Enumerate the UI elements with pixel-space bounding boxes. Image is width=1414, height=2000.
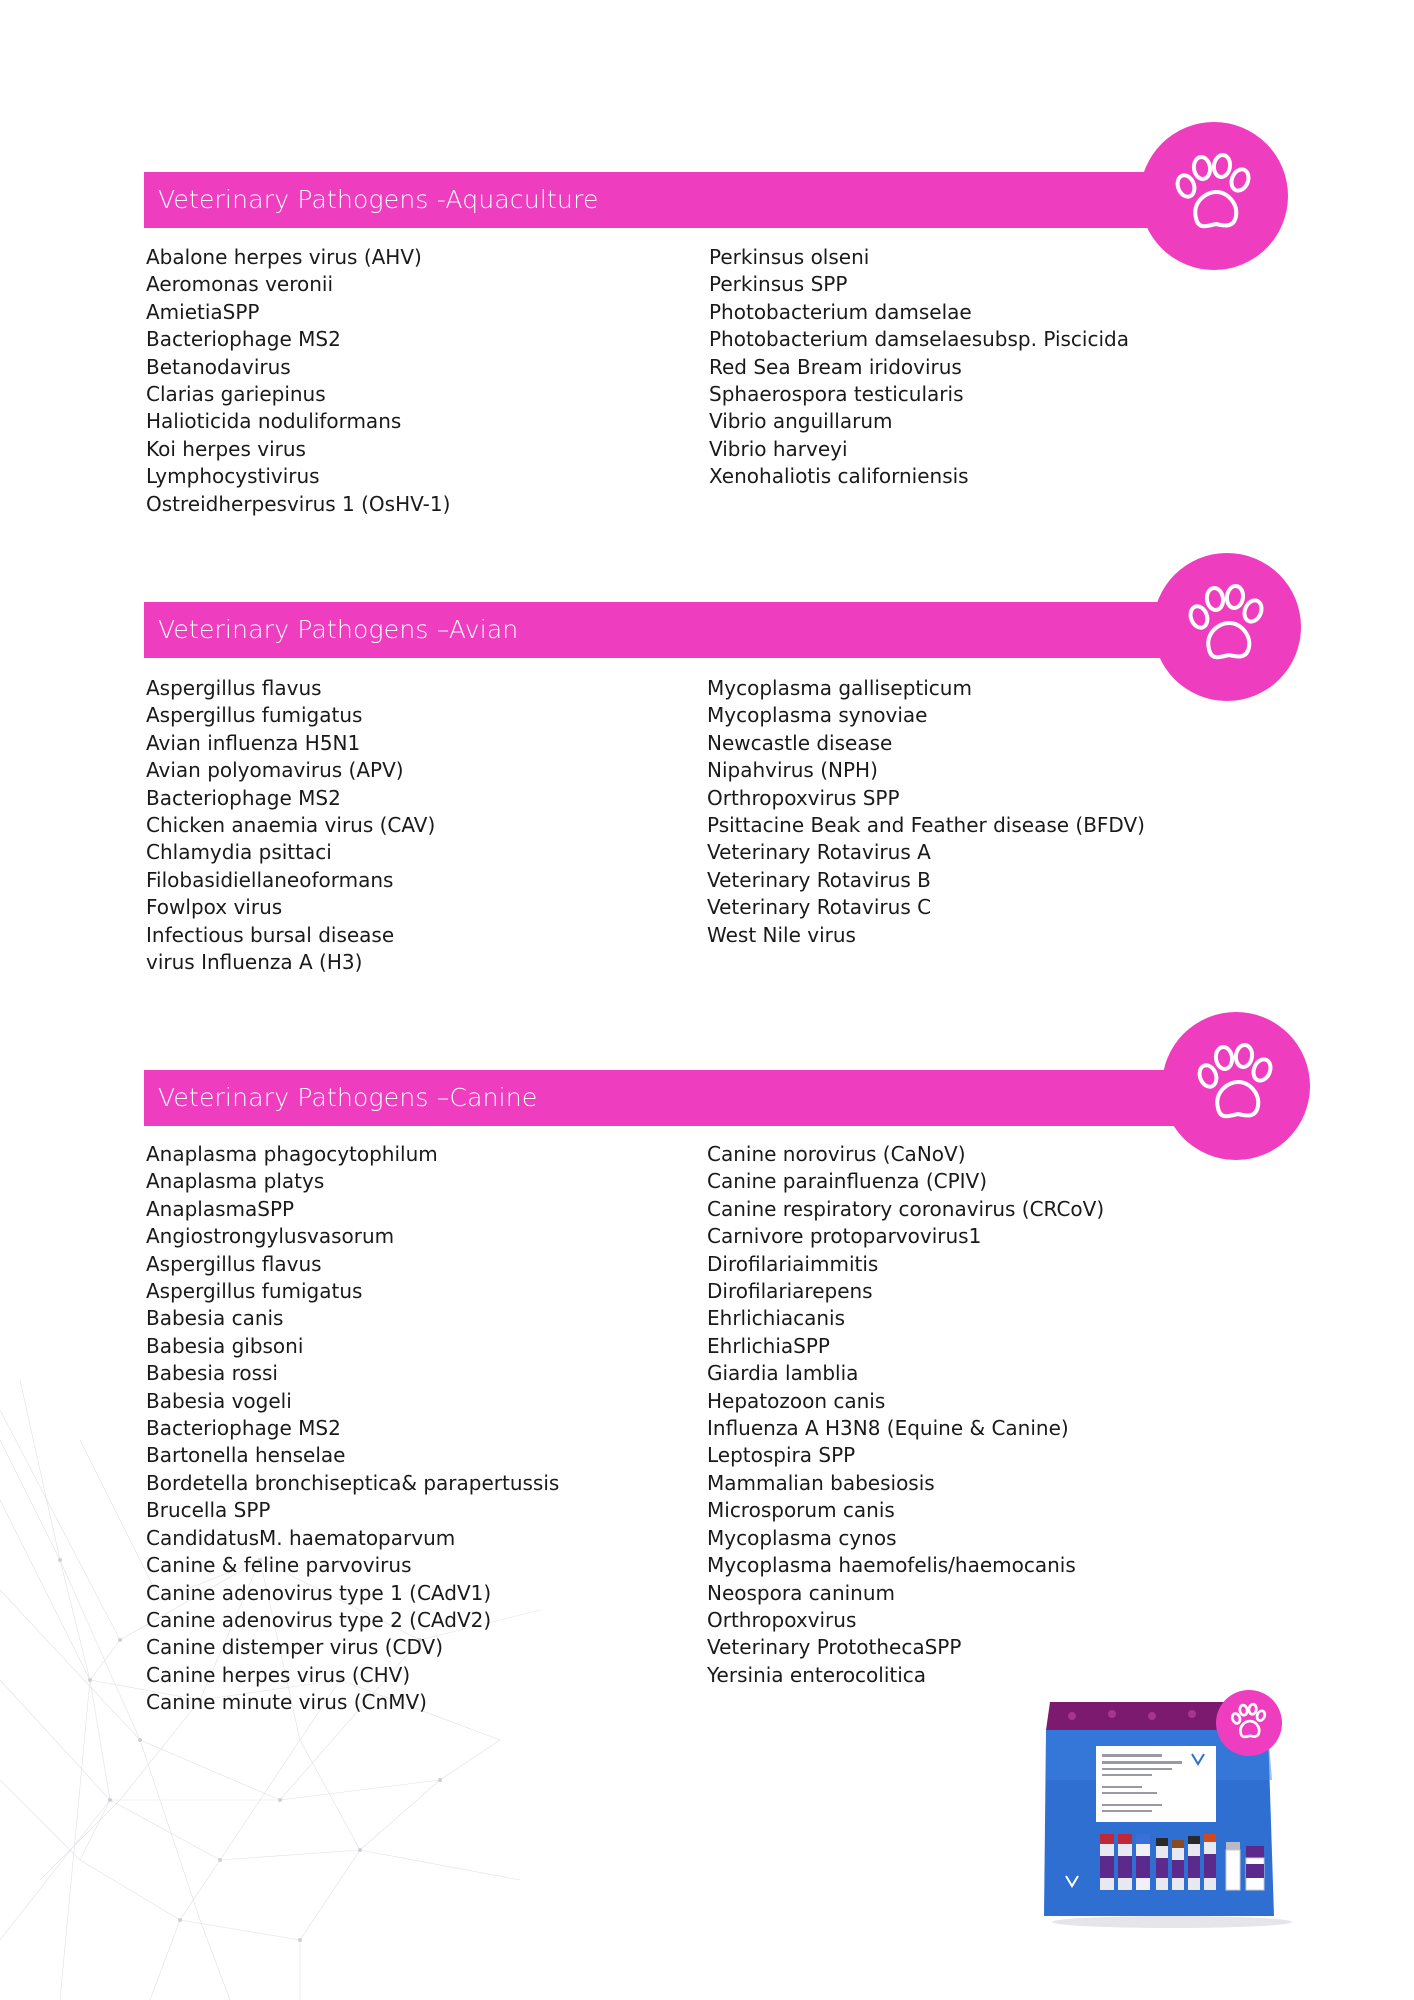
- pathogen-item: Veterinary Rotavirus C: [707, 895, 932, 920]
- pathogen-item: Chlamydia psittaci: [146, 840, 332, 865]
- pathogen-item: Babesia gibsoni: [146, 1333, 304, 1358]
- pathogen-item: Chicken anaemia virus (CAV): [146, 813, 436, 838]
- pathogen-item: West Nile virus: [707, 922, 856, 947]
- pathogen-item: Angiostrongylusvasorum: [146, 1224, 395, 1249]
- pathogen-item: Canine parainfluenza (CPIV): [707, 1169, 988, 1194]
- pathogen-item: Bacteriophage MS2: [146, 785, 341, 810]
- pathogen-item: virus Influenza A (H3): [146, 950, 363, 975]
- pathogen-item: Betanodavirus: [146, 354, 291, 379]
- pathogen-item: Bordetella bronchiseptica& parapertussis: [146, 1470, 560, 1495]
- pathogen-item: Brucella SPP: [146, 1498, 271, 1523]
- pathogen-item: Aeromonas veronii: [146, 272, 334, 297]
- pathogen-item: Mammalian babesiosis: [707, 1470, 935, 1495]
- pathogen-item: Vibrio anguillarum: [709, 409, 893, 434]
- paw-icon: [1140, 122, 1288, 270]
- pathogen-item: Canine & feline parvovirus: [146, 1553, 412, 1578]
- pathogen-item: Mycoplasma haemofelis/haemocanis: [707, 1553, 1076, 1578]
- pathogen-item: Giardia lamblia: [707, 1361, 859, 1386]
- pathogen-item: Canine norovirus (CaNoV): [707, 1142, 966, 1166]
- pathogen-item: Nipahvirus (NPH): [707, 758, 878, 783]
- pathogen-item: Fowlpox virus: [146, 895, 283, 920]
- pathogen-item: Babesia rossi: [146, 1361, 278, 1386]
- pathogen-item: Ostreidherpesvirus 1 (OsHV-1): [146, 491, 451, 516]
- pathogen-item: Perkinsus SPP: [709, 272, 848, 297]
- pathogen-item: Veterinary Rotavirus B: [707, 867, 931, 892]
- pathogen-list-right: [709, 244, 1129, 491]
- pathogen-item: Veterinary Rotavirus A: [707, 840, 931, 865]
- pathogen-item: Lymphocystivirus: [146, 464, 320, 489]
- pathogen-item: Vibrio harveyi: [709, 436, 848, 461]
- pathogen-item: Orthropoxvirus SPP: [707, 785, 900, 810]
- pathogen-item: Abalone herpes virus (AHV): [146, 245, 422, 269]
- section-title-banner: Veterinary Pathogens -Aquaculture: [144, 172, 1174, 228]
- pathogen-item: Dirofilariarepens: [707, 1279, 873, 1304]
- pathogen-list-left: [146, 244, 450, 518]
- pathogen-item: Clarias gariepinus: [146, 382, 326, 407]
- pathogen-item: Bacteriophage MS2: [146, 327, 341, 352]
- pathogen-item: AmietiaSPP: [146, 299, 260, 324]
- pathogen-item: Veterinary ProtothecaSPP: [707, 1635, 962, 1660]
- pathogen-item: Aspergillus fumigatus: [146, 1279, 363, 1304]
- pathogen-item: Koi herpes virus: [146, 436, 306, 461]
- paw-icon: [1153, 553, 1301, 701]
- section-title-banner: Veterinary Pathogens –Avian: [144, 602, 1174, 658]
- pathogen-item: Yersinia enterocolitica: [707, 1662, 927, 1687]
- pathogen-item: Photobacterium damselaesubsp. Piscicida: [709, 327, 1129, 352]
- pathogen-item: Canine distemper virus (CDV): [146, 1635, 444, 1660]
- pathogen-item: Halioticida noduliformans: [146, 409, 402, 434]
- pathogen-item: Babesia vogeli: [146, 1388, 292, 1413]
- pathogen-list-left: [146, 675, 435, 976]
- pathogen-item: Infectious bursal disease: [146, 922, 395, 947]
- pathogen-item: Mycoplasma gallisepticum: [707, 676, 972, 700]
- pathogen-item: Canine respiratory coronavirus (CRCoV): [707, 1196, 1105, 1221]
- pathogen-item: Microsporum canis: [707, 1498, 895, 1523]
- pathogen-item: Neospora caninum: [707, 1580, 896, 1605]
- pathogen-item: Ehrlichiacanis: [707, 1306, 846, 1331]
- pathogen-item: Orthropoxvirus: [707, 1607, 857, 1632]
- pathogen-item: Influenza A H3N8 (Equine & Canine): [707, 1416, 1069, 1441]
- pathogen-item: EhrlichiaSPP: [707, 1333, 830, 1358]
- pathogen-item: Psittacine Beak and Feather disease (BFDV): [707, 813, 1145, 838]
- pathogen-item: Photobacterium damselae: [709, 299, 972, 324]
- pathogen-list-right: [707, 675, 1145, 949]
- pathogen-item: Sphaerospora testicularis: [709, 382, 964, 407]
- pathogen-item: Aspergillus flavus: [146, 676, 322, 700]
- pathogen-item: Xenohaliotis californiensis: [709, 464, 969, 489]
- pathogen-item: Leptospira SPP: [707, 1443, 856, 1468]
- pathogen-item: Mycoplasma cynos: [707, 1525, 897, 1550]
- pathogen-item: Aspergillus fumigatus: [146, 703, 363, 728]
- pathogen-item: Bacteriophage MS2: [146, 1416, 341, 1441]
- pathogen-item: Babesia canis: [146, 1306, 284, 1331]
- pathogen-item: Red Sea Bream iridovirus: [709, 354, 962, 379]
- pathogen-item: Perkinsus olseni: [709, 245, 870, 269]
- paw-icon: [1162, 1012, 1310, 1160]
- pathogen-item: Avian influenza H5N1: [146, 730, 361, 755]
- pathogen-item: Filobasidiellaneoformans: [146, 867, 394, 892]
- pathogen-item: Avian polyomavirus (APV): [146, 758, 404, 783]
- section-title-banner: Veterinary Pathogens –Canine: [144, 1070, 1174, 1126]
- pathogen-item: Newcastle disease: [707, 730, 893, 755]
- pathogen-item: Canine herpes virus (CHV): [146, 1662, 411, 1687]
- pathogen-item: AnaplasmaSPP: [146, 1196, 295, 1221]
- pathogen-item: Hepatozoon canis: [707, 1388, 886, 1413]
- pathogen-item: CandidatusM. haematoparvum: [146, 1525, 456, 1550]
- pathogen-item: Aspergillus flavus: [146, 1251, 322, 1276]
- pathogen-item: Canine adenovirus type 1 (CAdV1): [146, 1580, 492, 1605]
- pathogen-item: Canine adenovirus type 2 (CAdV2): [146, 1607, 492, 1632]
- pathogen-list-right: [707, 1141, 1104, 1689]
- pathogen-item: Carnivore protoparvovirus1: [707, 1224, 982, 1249]
- pathogen-list-left: [146, 1141, 559, 1717]
- pathogen-item: Anaplasma platys: [146, 1169, 325, 1194]
- pathogen-item: Anaplasma phagocytophilum: [146, 1142, 438, 1166]
- pathogen-item: Bartonella henselae: [146, 1443, 346, 1468]
- paw-icon: [1216, 1690, 1282, 1756]
- pathogen-item: Dirofilariaimmitis: [707, 1251, 879, 1276]
- pathogen-item: Mycoplasma synoviae: [707, 703, 928, 728]
- pathogen-item: Canine minute virus (CnMV): [146, 1690, 427, 1715]
